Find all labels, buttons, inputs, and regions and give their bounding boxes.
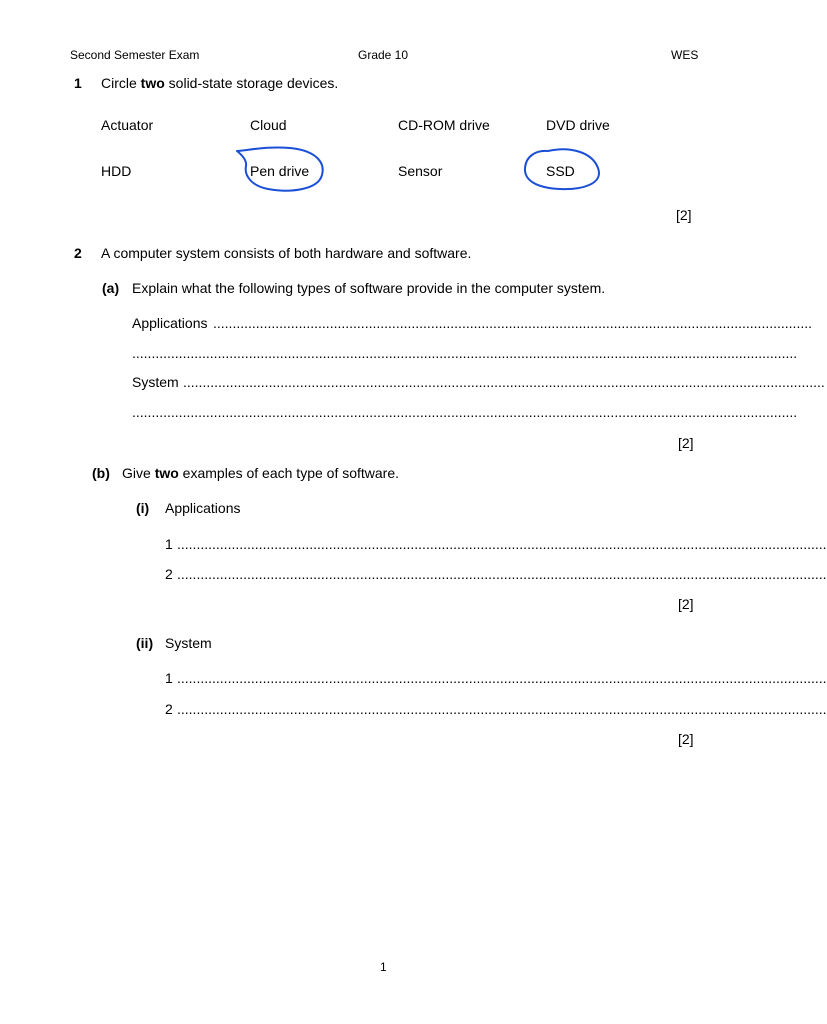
q2bi-title: Applications xyxy=(165,500,241,516)
q2b-text: Give two examples of each type of software. xyxy=(122,465,400,481)
q2bii-label: (ii) xyxy=(136,635,154,651)
answer-line-q2a-system-1[interactable]: ..................................................................................................................................................................... xyxy=(183,374,825,390)
q2-number: 2 xyxy=(74,245,82,261)
q2bii-title: System xyxy=(165,635,212,651)
circle-pen-drive xyxy=(237,147,323,190)
answer-line-q2a-applications-2[interactable]: ........................................................................................................................................................................... xyxy=(132,345,798,361)
answer-circles xyxy=(0,0,768,260)
q2a-system-label: System xyxy=(132,374,179,390)
answer-line-q2bii-1[interactable]: ....................................................................................................................................................................... xyxy=(177,670,827,686)
q1-mark: [2] xyxy=(676,207,692,223)
answer-line-q2bi-2[interactable]: ....................................................................................................................................................................... xyxy=(177,566,827,582)
answer-line-q2a-applications-1[interactable]: .......................................................................................................................................................... xyxy=(213,315,813,331)
q2bii-line1-number: 1 xyxy=(165,670,173,686)
q1-text: Circle two solid-state storage devices. xyxy=(101,75,339,91)
option-actuator: Actuator xyxy=(101,117,154,133)
q2bii-line2-number: 2 xyxy=(165,701,173,717)
q2b-label: (b) xyxy=(92,465,110,481)
option-pen-drive: Pen drive xyxy=(250,163,310,179)
q2bi-line2-number: 2 xyxy=(165,566,173,582)
option-dvd-drive: DVD drive xyxy=(546,117,610,133)
q2-text: A computer system consists of both hardware and software. xyxy=(101,245,472,261)
answer-line-q2bi-1[interactable]: ....................................................................................................................................................................... xyxy=(177,536,827,552)
q2a-text: Explain what the following types of software provide in the computer system. xyxy=(132,280,606,296)
circle-ssd xyxy=(525,149,599,189)
q2bii-mark: [2] xyxy=(678,731,694,747)
answer-line-q2a-system-2[interactable]: ........................................................................................................................................................................... xyxy=(132,404,798,420)
page-number: 1 xyxy=(380,960,387,974)
option-ssd: SSD xyxy=(546,163,575,179)
header-left: Second Semester Exam xyxy=(70,48,200,62)
q2a-mark: [2] xyxy=(678,435,694,451)
q2bi-mark: [2] xyxy=(678,596,694,612)
q2a-label: (a) xyxy=(102,280,120,296)
q1-number: 1 xyxy=(74,75,82,91)
header-right: WES xyxy=(671,48,699,62)
q2a-applications-label: Applications xyxy=(132,315,208,331)
option-cd-rom-drive: CD-ROM drive xyxy=(398,117,490,133)
q2bi-label: (i) xyxy=(136,500,150,516)
option-sensor: Sensor xyxy=(398,163,443,179)
option-cloud: Cloud xyxy=(250,117,287,133)
answer-line-q2bii-2[interactable]: ....................................................................................................................................................................... xyxy=(177,701,827,717)
option-hdd: HDD xyxy=(101,163,132,179)
header-center: Grade 10 xyxy=(358,48,409,62)
q2bi-line1-number: 1 xyxy=(165,536,173,552)
